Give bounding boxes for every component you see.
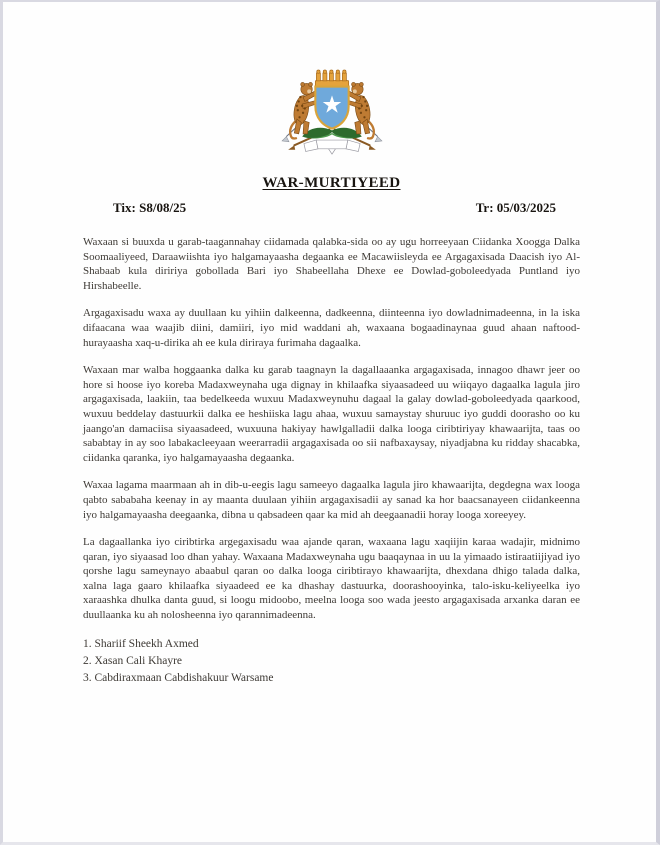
document-date: Tr: 05/03/2025: [475, 200, 556, 215]
crown-icon: [315, 70, 348, 87]
shield: [315, 87, 348, 129]
signatory-1: 1. Shariif Sheekh Axmed: [83, 637, 199, 650]
reference-line: [83, 200, 580, 216]
letter-content: [3, 68, 656, 687]
paragraph-2: Argagaxisadu waxa ay duullaan ku yihiin dalkeenna, dadkeenna, diinteenna iyo dowladnimadeenna, in la iska difaacana waa waajib diini, damiiri, iyo mid waddani ah, waxaana bogaadinaynaa guud ahaan naftood-hurayaasha xaq-u-dirika ah ee kula diriraya furimaha dagaalka.: [83, 307, 580, 349]
letter-body: [83, 235, 580, 623]
page-title: WAR-MURTIYEED: [262, 175, 401, 191]
reference-number: Tix: S8/08/25: [113, 200, 187, 215]
paragraph-3: Waxaan mar walba hoggaanka dalka ku garab taagnayn la dagallaaanka argagaxisada, innagoo dhawr jeer oo hore si hoose iyo koreba Madaxweynaha uga dignay in khilaafka siyaasadeed uu wiiqayo dagaalka lagula jiro argagaxisada, laakiin, taa bedelkeeda wuxuu Madaxweynuhu dagaal la galay dowlad-goboleedyada qaarkood, wuxuu beddelay dastuurkii dalka ee heshiiska lagu ahaa, wuxuu samaystay shuruuc iyo guddi doorasho oo ku jaango'an damaciisa siyaasadeed, wuxuuna hakiyay hawlgalladii dalka looga ciribtiriyay khawaarijta, taas oo sababtay in ay soo labakacleeyaan weerarradii argagaxisada oo sii nafbaxaysay, niyadjabna ku ridday shacabka, ciidanka qaranka, iyo halgamayaasha degaanka.: [83, 364, 580, 464]
signatory-3: 3. Cabdiraxmaan Cabdishakuur Warsame: [83, 671, 274, 684]
paragraph-1: Waxaan si buuxda u garab-taagannahay ciidamada qalabka-sida oo ay ugu horreeyaan Ciidanka Xoogga Dalka Soomaaliyeed, Daraawiishta iyo halgamayaasha degaanka ee Macawiisleyda ee Argagaxisada Daacish iyo Al-Shabaab kula diririya gobollada Bari iyo Shabeellaha Dhexe ee Dowlad-goboleedyada Puntland iyo Hirshabeelle.: [83, 236, 580, 292]
paragraph-5: La dagaallanka iyo ciribtirka argegaxisadu waa ajande qaran, waxaana lagu xaqiijin karaa wadajir, midnimo qaran, iyo siyaasad loo dhan yahay. Waxaana Madaxweynaha ugu baaqaynaa in uu la yimaado istiraatiijiyad iyo qorshe lagu sameynayo abaabul qaran oo dalka looga ciribtirayo khawaarijta, dhexdana dhigo talada dalka, xalna laga gaaro khilaafka siyaadeed ee ka dhashay dastuurka, doorashooyinka, talo-isku-keliyeelka iyo xaraashka dhulka danta guud, si loogu midoobo, meelna looga soo wada jeesto argagaxisada arxanka daran ee duullaanka ku ah nolosheenna iyo qarannimadeenna.: [83, 536, 580, 622]
ribbon-banner: [303, 140, 359, 154]
signatory-list: [83, 636, 580, 687]
paragraph-4: Waxaa lagama maarmaan ah in dib-u-eegis lagu sameeyo dagaalka lagula jiro khawaarijta, degdegna wax looga qabto sababaha keenay in ay maanta duulaan yihiin argagaxisadii ay sanad ka hor baacsanayeen ciidankeenna iyo halgamayaasha deegaanka, dibna u qabsadeen qaar ka mid ah deegaanadii horay looga xoreeyey.: [83, 479, 580, 521]
somalia-coat-of-arms-icon: [275, 68, 389, 163]
signatory-2: 2. Xasan Cali Khayre: [83, 654, 182, 667]
emblem-container: [83, 68, 580, 163]
